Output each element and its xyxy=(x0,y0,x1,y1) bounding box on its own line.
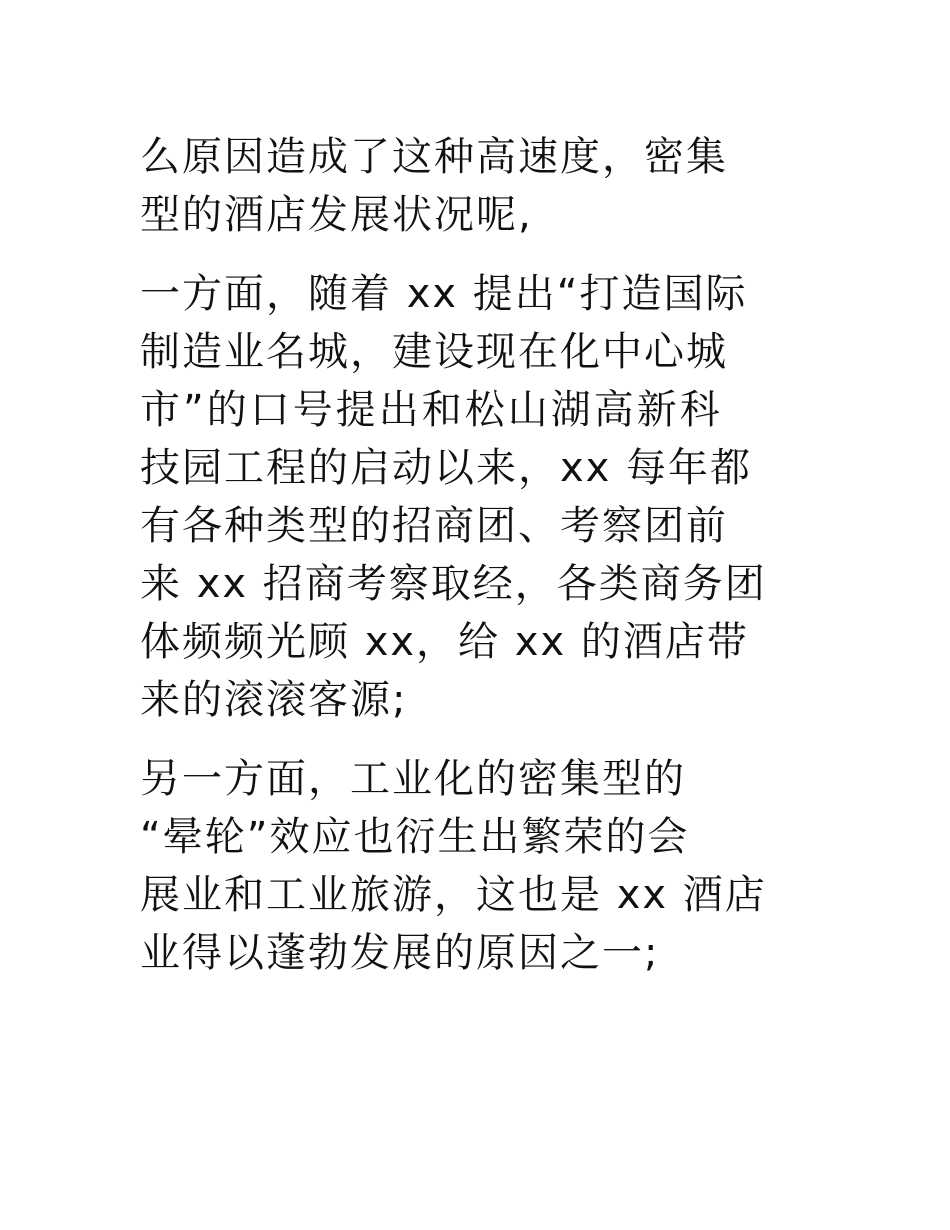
text-line: 体频频光顾 xx，给 xx 的酒店带 xyxy=(140,619,749,665)
paragraph xyxy=(140,750,820,982)
text-line: 另一方面，工业化的密集型的 xyxy=(140,756,686,802)
text-line: 有各种类型的招商团、考察团前 xyxy=(140,503,728,549)
document-body xyxy=(140,128,820,1003)
text-line: 制造业名城，建设现在化中心城 xyxy=(140,329,728,375)
text-line: 技园工程的启动以来，xx 每年都 xyxy=(140,445,753,491)
paragraph xyxy=(140,128,820,244)
text-line: 么原因造成了这种高速度，密集 xyxy=(140,134,728,180)
text-line: 业得以蓬勃发展的原因之一; xyxy=(140,930,660,976)
text-line: 一方面，随着 xx 提出“打造国际 xyxy=(140,271,748,317)
text-line: 型的酒店发展状况呢, xyxy=(140,192,533,238)
text-line: 市”的口号提出和松山湖高新科 xyxy=(140,387,723,433)
paragraph xyxy=(140,265,820,729)
text-line: 来的滚滚客源; xyxy=(140,677,408,723)
text-line: 展业和工业旅游，这也是 xx 酒店 xyxy=(140,872,767,918)
text-line: “晕轮”效应也衍生出繁荣的会 xyxy=(140,814,690,860)
text-line: 来 xx 招商考察取经，各类商务团 xyxy=(140,561,767,607)
